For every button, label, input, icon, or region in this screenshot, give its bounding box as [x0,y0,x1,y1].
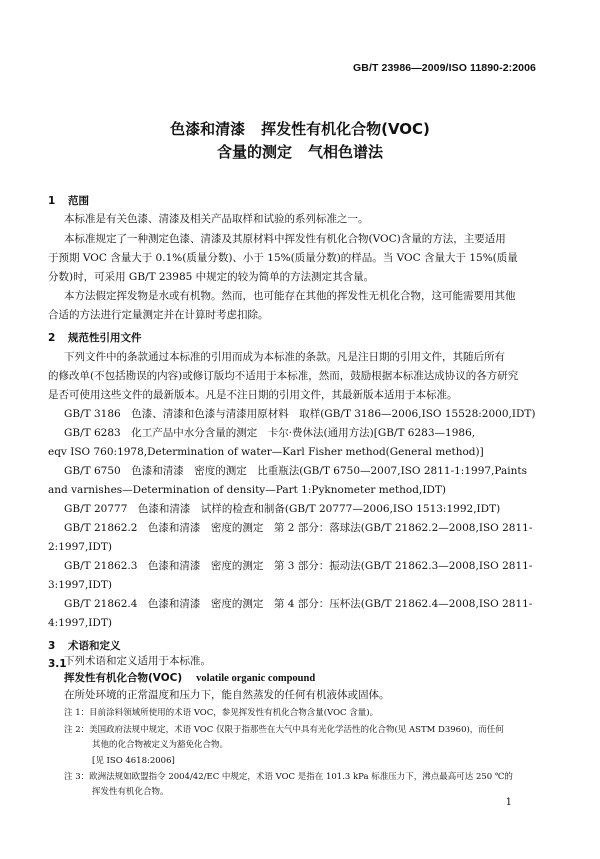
note-3-line-1: 注 3：欧洲法规如欧盟指令 2004/42/EC 中规定，术语 VOC 是指在 101.3 kPa 标准压力下，沸点最高可达 250 ℃的 [64,772,513,782]
reference-item-continued: 4:1997,IDT) [48,617,112,629]
scope-paragraph-3-line-1: 本方法假定挥发物是水或有机物。然而，也可能存在其他的挥发性无机化合物，这可能需要用其他 [64,290,516,302]
scope-paragraph-2-line-1: 本标准规定了一种测定色漆、清漆及其原材料中挥发性有机化合物(VOC)含量的方法，主要适用 [64,233,506,245]
note-2-line-2: 其他的化合物被定义为豁免化合物。 [92,740,229,750]
standard-number: GB/T 23986—2009/ISO 11890-2:2006 [353,62,536,74]
reference-item: GB/T 6283 化工产品中水分含量的测定 卡尔·费休法(通用方法)[GB/T 6283—1986, [64,427,476,439]
reference-item-continued: 2:1997,IDT) [48,541,112,553]
reference-item: GB/T 3186 色漆、清漆和色漆与清漆用原材料 取样(GB/T 3186—2006,ISO 15528:2000,IDT) [64,408,536,420]
term-english: volatile organic compound [196,673,316,684]
title-line-2 [0,141,600,164]
reference-item-continued: and varnishes—Determination of density—Part 1:Pyknometer method,IDT) [48,484,446,496]
section-title: 范围 [68,195,89,207]
section-title: 术语和定义 [68,640,121,652]
document-title [0,118,600,164]
refs-intro-line-3: 是否可使用这些文件的最新版本。凡是不注日期的引用文件，其最新版本适用于本标准。 [48,389,458,401]
note-2-line-1: 注 2：美国政府法规中规定，术语 VOC 仅限于指那些在大气中具有光化学活性的化合物(见 ASTM D3960)，而任何 [64,725,504,735]
title-part-1a: 色漆和清漆 [170,120,246,138]
title-part-2b: 气相色谱法 [308,143,384,161]
section-2-heading [48,330,142,345]
scope-paragraph-3-line-2: 合适的方法进行定量测定并在计算时考虑扣除。 [48,309,269,321]
section-1-heading [48,193,89,208]
term-chinese: 挥发性有机化合物(VOC) [64,672,183,684]
reference-item: GB/T 21862.3 色漆和清漆 密度的测定 第 3 部分：振动法(GB/T 21862.3—2008,ISO 2811- [64,560,533,572]
note-1: 注 1：目前涂料领域所使用的术语 VOC，参见挥发性有机化合物含量(VOC 含量)。 [64,708,379,718]
scope-paragraph-2-line-2: 于预期 VOC 含量大于 0.1%(质量分数)、小于 15%(质量分数)的样品。当 VOC 含量大于 15%(质量 [48,252,518,264]
title-line-1 [0,118,600,141]
term-heading [64,670,315,685]
title-part-2a: 含量的测定 [216,143,292,161]
scope-paragraph-2-line-3: 分数)时，可采用 GB/T 23985 中规定的较为简单的方法测定其含量。 [48,271,375,283]
reference-item: GB/T 21862.4 色漆和清漆 密度的测定 第 4 部分：压杯法(GB/T 21862.4—2008,ISO 2811- [64,598,533,610]
definition-source: [见 ISO 4618:2006] [92,756,175,766]
refs-intro-line-1: 下列文件中的条款通过本标准的引用而成为本标准的条款。凡是注日期的引用文件，其随后所有 [64,351,505,363]
section-3-heading [48,638,121,653]
terms-intro: 下列术语和定义适用于本标准。 [64,655,211,667]
refs-intro-line-2: 的修改单(不包括勘误的内容)或修订版均不适用于本标准，然而，鼓励根据本标准达成协议的各方研究 [48,370,519,382]
title-part-1b: 挥发性有机化合物(VOC) [261,120,430,138]
reference-item: GB/T 21862.2 色漆和清漆 密度的测定 第 2 部分：落球法(GB/T 21862.2—2008,ISO 2811- [64,522,533,534]
scope-paragraph-1: 本标准是有关色漆、清漆及相关产品取样和试验的系列标准之一。 [64,213,369,225]
term-number: 3.1 [48,658,67,670]
section-number: 1 [48,195,56,207]
note-3-line-2: 挥发性有机化合物。 [92,787,169,797]
reference-item: GB/T 20777 色漆和清漆 试样的检查和制备(GB/T 20777—2006,ISO 1513:1992,IDT) [64,503,501,515]
section-number: 3 [48,640,56,652]
reference-item-continued: eqv ISO 760:1978,Determination of water—Karl Fisher method(General method)] [48,446,484,458]
term-definition: 在所处环境的正常温度和压力下，能自然蒸发的任何有机液体或固体。 [64,689,390,701]
page-number: 1 [505,797,512,808]
section-title: 规范性引用文件 [68,332,142,344]
reference-item: GB/T 6750 色漆和清漆 密度的测定 比重瓶法(GB/T 6750—2007,ISO 2811-1:1997,Paints [64,465,527,477]
reference-item-continued: 3:1997,IDT) [48,579,112,591]
section-number: 2 [48,332,56,344]
